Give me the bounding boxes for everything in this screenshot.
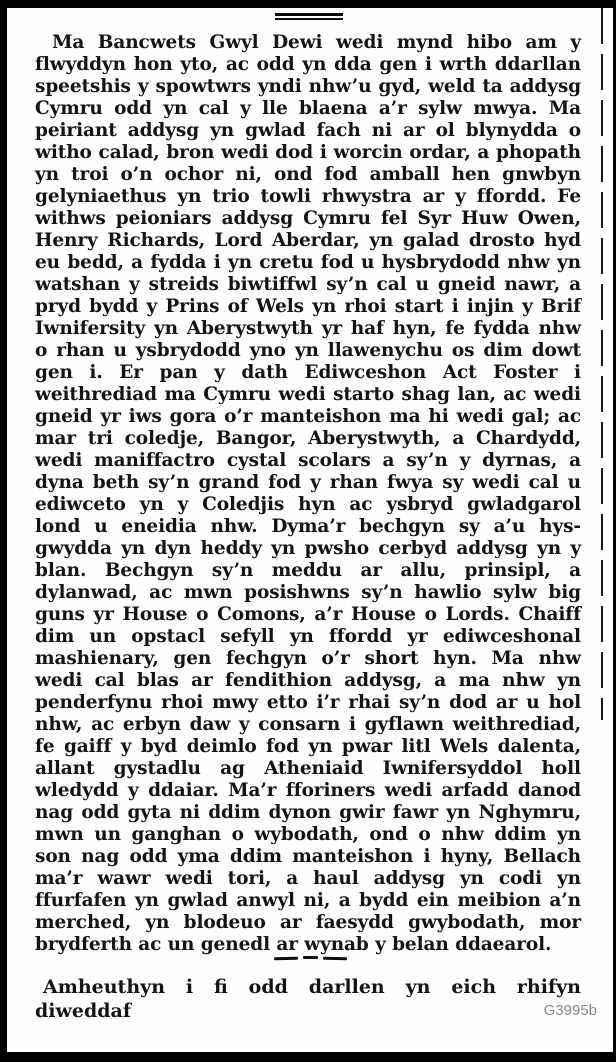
article-line: blan. Bechgyn sy’n meddu ar allu, prinsipl, a xyxy=(35,560,581,581)
article-line: Ma Bancwets Gwyl Dewi wedi mynd hibo am y xyxy=(52,32,581,53)
article-body xyxy=(35,32,581,956)
article-line: wedi cal blas ar fendithion addysg, a ma nhw yn xyxy=(35,670,581,691)
article-line: eu bedd, a fydda i yn cretu fod u hysbrydodd nhw yn xyxy=(35,252,581,273)
article-line: Henry Richards, Lord Aberdar, yn galad drosto hyd xyxy=(35,230,581,251)
article-line: penderfynu rhoi mwy etto i’r rhai sy’n dod ar u hol xyxy=(35,692,581,713)
article-line: mwn un ganghan o wybodath, ond o nhw ddim yn xyxy=(35,824,581,845)
article-line: mar tri coledje, Bangor, Aberystwyth, a Chardydd, xyxy=(35,428,581,449)
article-line: Iwnifersity yn Aberystwyth yr haf hyn, fe fydda nhw xyxy=(35,318,581,339)
article-line: dyna beth sy’n grand fod y rhan fwya sy wedi cal u xyxy=(35,472,581,493)
article-line: gneid yr iws gora o’r manteishon ma hi wedi gal; ac xyxy=(35,406,581,427)
section-divider-top xyxy=(275,13,343,20)
section-divider-dashes xyxy=(7,957,613,960)
divider-dash xyxy=(273,957,297,960)
article-line: speetshis y spowtwrs yndi nhw’u gyd, weld ta addysg xyxy=(35,76,581,97)
article-line: weithrediad ma Cymru wedi starto shag lan, ac wedi xyxy=(35,384,581,405)
article-line: watshan y streids biwtiffwl sy’n cal u gneid nawr, a xyxy=(35,274,581,295)
article-line: gelyniaethus yn trio towli rhwystra ar y ffordd. Fe xyxy=(35,186,581,207)
article-line: wledydd y ddaiar. Ma’r fforiners wedi arfadd danod xyxy=(35,780,581,801)
article-line: fe gaiff y byd deimlo fod yn pwar litl Wels dalenta, xyxy=(35,736,581,757)
article-line: o rhan u ysbrydodd yno yn llawenychu os dim dowt xyxy=(35,340,581,361)
article-line: gen i. Er pan y dath Ediwceshon Act Foster i xyxy=(35,362,581,383)
article-line: ediwceto yn y Coledjis hyn ac ysbryd gwladgarol xyxy=(35,494,581,515)
article-line: brydferth ac un genedl ar wynab y belan ddaearol. xyxy=(35,934,552,955)
article-line: dylanwad, ac mwn posishwns sy’n hawlio sylw big xyxy=(35,582,581,603)
article-line: witho calad, bron wedi dod i worcin ordar, a phopath xyxy=(35,142,581,163)
article-line: flwyddyn hon yto, ac odd yn dda gen i wrth ddarllan xyxy=(35,54,581,75)
article-line: gwydda yn dyn heddy yn pwsho cerbyd addysg yn y xyxy=(35,538,581,559)
article-line: peiriant addysg yn gwlad fach ni ar ol blynydda o xyxy=(35,120,581,141)
article-line: pryd bydd y Prins of Wels yn rhoi start i injin y Brif xyxy=(35,296,581,317)
divider-dash xyxy=(303,956,318,959)
archive-reference-code: G3995b xyxy=(543,1002,597,1019)
column-rule-line xyxy=(601,8,603,720)
article-line: lond u eneidia nhw. Dyma’r bechgyn sy a’u hys- xyxy=(35,516,581,537)
divider-dash xyxy=(322,957,346,960)
newspaper-page xyxy=(7,8,613,1052)
article-line: yn troi o’n ochor ni, ond fod amball hen gnwbyn xyxy=(35,164,581,185)
article-line: ma’r wawr wedi tori, a haul addysg yn codi yn xyxy=(35,868,581,889)
article-line: guns yr House o Comons, a’r House o Lords. Chaiff xyxy=(35,604,581,625)
closing-paragraph-line: Amheuthyn i fi odd darllen yn eich rhifyn diweddaf xyxy=(35,976,581,1022)
article-line: allant gystadlu ag Atheniaid Iwnifersyddol holl xyxy=(35,758,581,779)
article-line: wedi maniffactro cystal scolars a sy’n y dyrnas, a xyxy=(35,450,581,471)
article-line: withws peioniars addysg Cymru fel Syr Huw Owen, xyxy=(35,208,581,229)
article-line: ffurfafen yn gwlad anwyl ni, a bydd ein meibion a’n xyxy=(35,890,581,911)
article-line: merched, yn blodeuo ar faesydd gwybodath, mor xyxy=(35,912,581,933)
article-line: dim un opstacl sefyll yn ffordd yr ediwceshonal xyxy=(35,626,581,647)
article-line: mashienary, gen fechgyn o’r short hyn. Ma nhw xyxy=(35,648,581,669)
article-line: nhw, ac erbyn daw y consarn i gyflawn weithrediad, xyxy=(35,714,581,735)
article-line: son nag odd yma ddim manteishon i hyny, Bellach xyxy=(35,846,581,867)
article-line: nag odd gyta ni ddim dynon gwir fawr yn Nghymru, xyxy=(35,802,581,823)
article-line: Cymru odd yn cal y lle blaena a’r sylw mwya. Ma xyxy=(35,98,581,119)
